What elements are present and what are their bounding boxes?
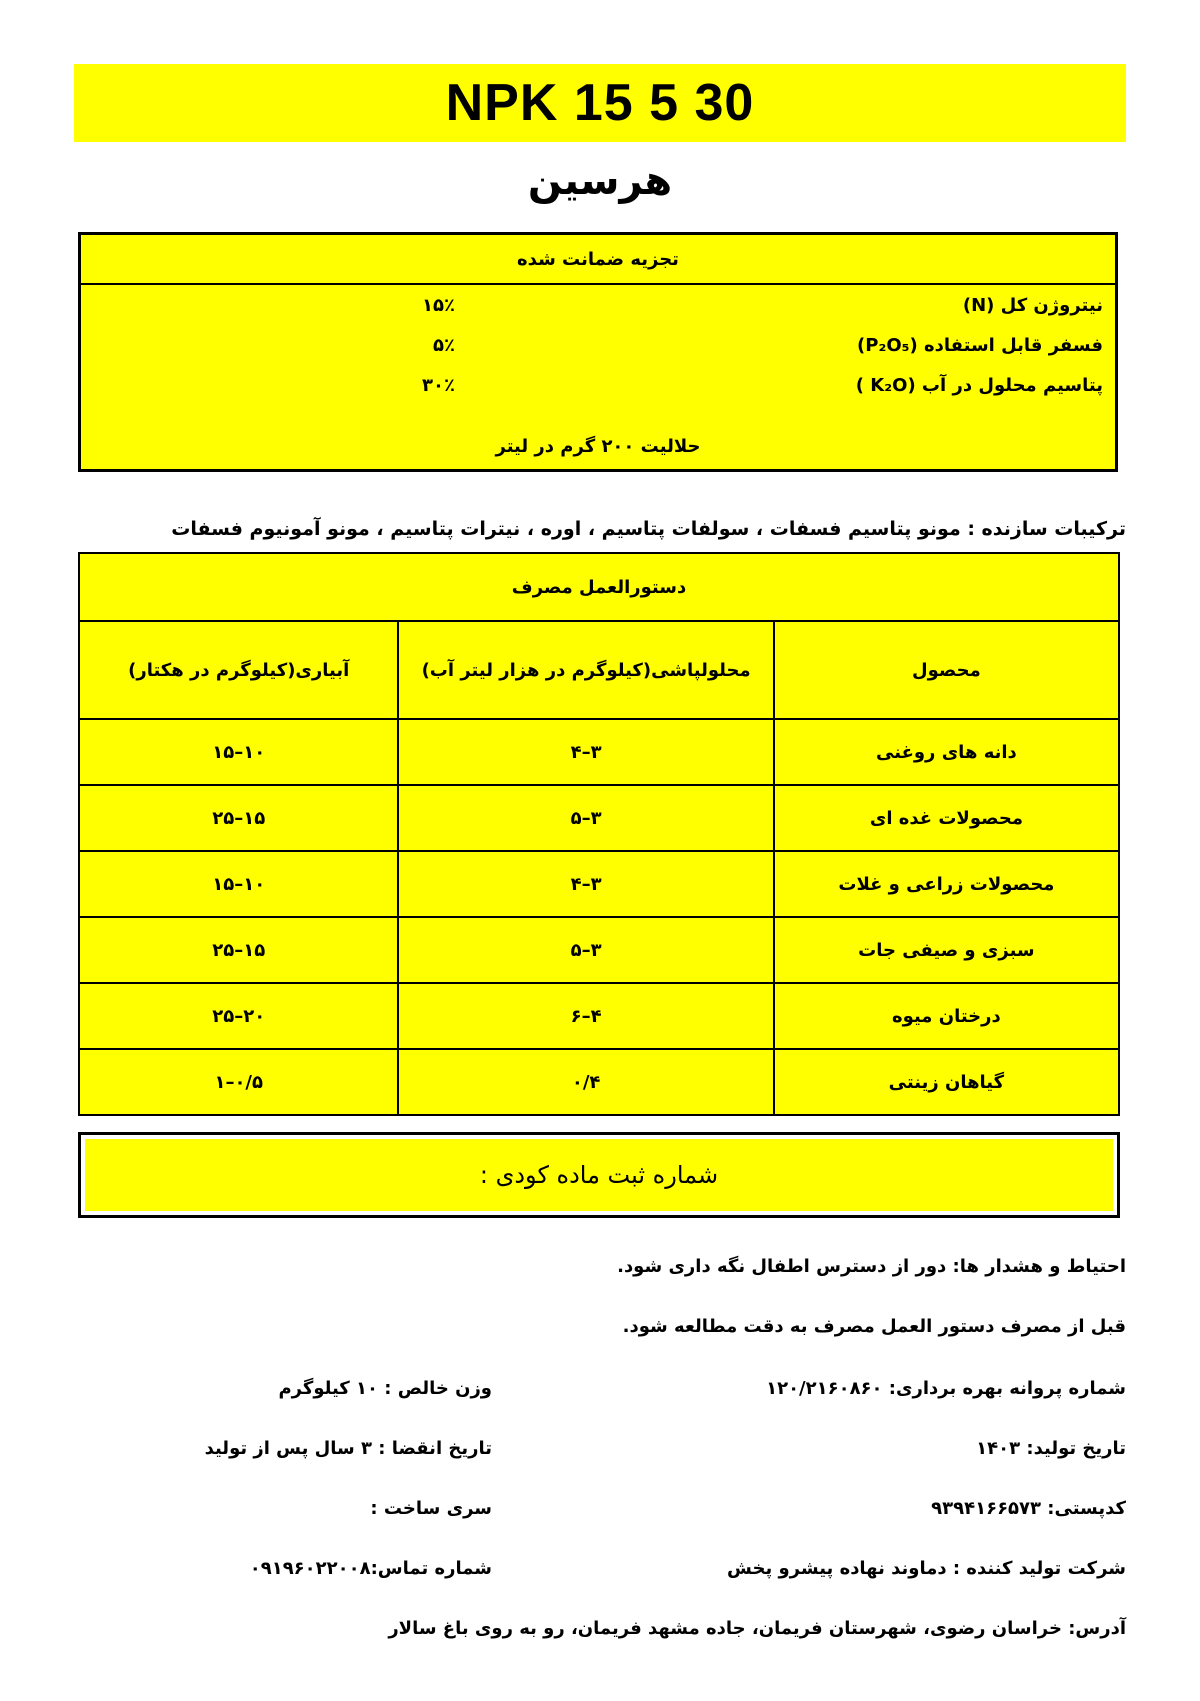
expiry-date: تاریخ انقضا : ۳ سال پس از تولید [204,1438,492,1459]
nutrient-value: ۳۰٪ [422,374,455,396]
header-crop: محصول [774,621,1119,719]
table-row [79,719,1119,785]
foliar-cell: ۳–۵ [398,917,773,983]
warning-text: احتیاط و هشدار ها: دور از دسترس اطفال نگه داری شود. [617,1256,1126,1277]
analysis-row [81,325,1115,365]
instruction-text: قبل از مصرف دستور العمل مصرف به دقت مطالعه شود. [622,1316,1126,1337]
contact-phone: شماره تماس:۰۹۱۹۶۰۲۲۰۰۸ [249,1558,492,1579]
postal-code: کدپستی: ۹۳۹۴۱۶۶۵۷۳ [931,1498,1126,1519]
table-row [79,785,1119,851]
usage-caption: دستورالعمل مصرف [79,553,1119,621]
header-foliar: محلولپاشی(کیلوگرم در هزار لیتر آب) [398,621,773,719]
crop-cell: درختان میوه [774,983,1119,1049]
title-banner [74,64,1126,142]
crop-cell: گیاهان زینتی [774,1049,1119,1115]
nutrient-name: پتاسیم محلول در آب (K₂O ) [855,374,1103,396]
address: آدرس: خراسان رضوی، شهرستان فریمان، جاده مشهد فریمان، رو به روی باغ سالار [388,1618,1126,1639]
irrigation-cell: ۱۰–۱۵ [79,851,398,917]
registration-label: شماره ثبت ماده کودی : [85,1139,1113,1211]
manufacturer: شرکت تولید کننده : دماوند نهاده پیشرو پخش [727,1558,1126,1579]
crop-cell: دانه های روغنی [774,719,1119,785]
crop-cell: محصولات غده ای [774,785,1119,851]
irrigation-cell: ۰/۵–۱ [79,1049,398,1115]
irrigation-cell: ۱۵–۲۵ [79,785,398,851]
product-title: NPK 15 5 30 [445,74,755,132]
foliar-cell: ۰/۴ [398,1049,773,1115]
irrigation-cell: ۱۰–۱۵ [79,719,398,785]
usage-table [78,552,1120,1116]
table-row [79,1049,1119,1115]
foliar-cell: ۴–۶ [398,983,773,1049]
irrigation-cell: ۲۰–۲۵ [79,983,398,1049]
crop-cell: سبزی و صیفی جات [774,917,1119,983]
batch-number: سری ساخت : [370,1498,492,1519]
net-weight: وزن خالص : ۱۰ کیلوگرم [278,1378,492,1399]
crop-cell: محصولات زراعی و غلات [774,851,1119,917]
analysis-heading: تجزیه ضمانت شده [81,235,1115,285]
header-irrigation: آبیاری(کیلوگرم در هکتار) [79,621,398,719]
product-name: هرسین [527,158,673,204]
registration-box [78,1132,1120,1218]
guaranteed-analysis-box [78,232,1118,472]
table-row [79,983,1119,1049]
analysis-row [81,365,1115,405]
foliar-cell: ۳–۵ [398,785,773,851]
solubility-text: حلالیت ۲۰۰ گرم در لیتر [495,436,701,457]
table-row [79,917,1119,983]
nutrient-value: ۵٪ [433,334,455,356]
nutrient-name: نیتروژن کل (N) [962,294,1103,316]
table-row [79,851,1119,917]
irrigation-cell: ۱۵–۲۵ [79,917,398,983]
nutrient-name: فسفر قابل استفاده (P₂O₅) [857,334,1103,356]
foliar-cell: ۳–۴ [398,719,773,785]
production-date: تاریخ تولید: ۱۴۰۳ [976,1438,1126,1459]
license-number: شماره پروانه بهره برداری: ۱۲۰/۲۱۶۰۸۶۰ [766,1378,1126,1399]
analysis-row [81,285,1115,325]
nutrient-value: ۱۵٪ [422,294,455,316]
components-line: ترکیبات سازنده : مونو پتاسیم فسفات ، سولفات پتاسیم ، اوره ، نیترات پتاسیم ، مونو آمونیوم فسفات [171,518,1126,540]
foliar-cell: ۳–۴ [398,851,773,917]
